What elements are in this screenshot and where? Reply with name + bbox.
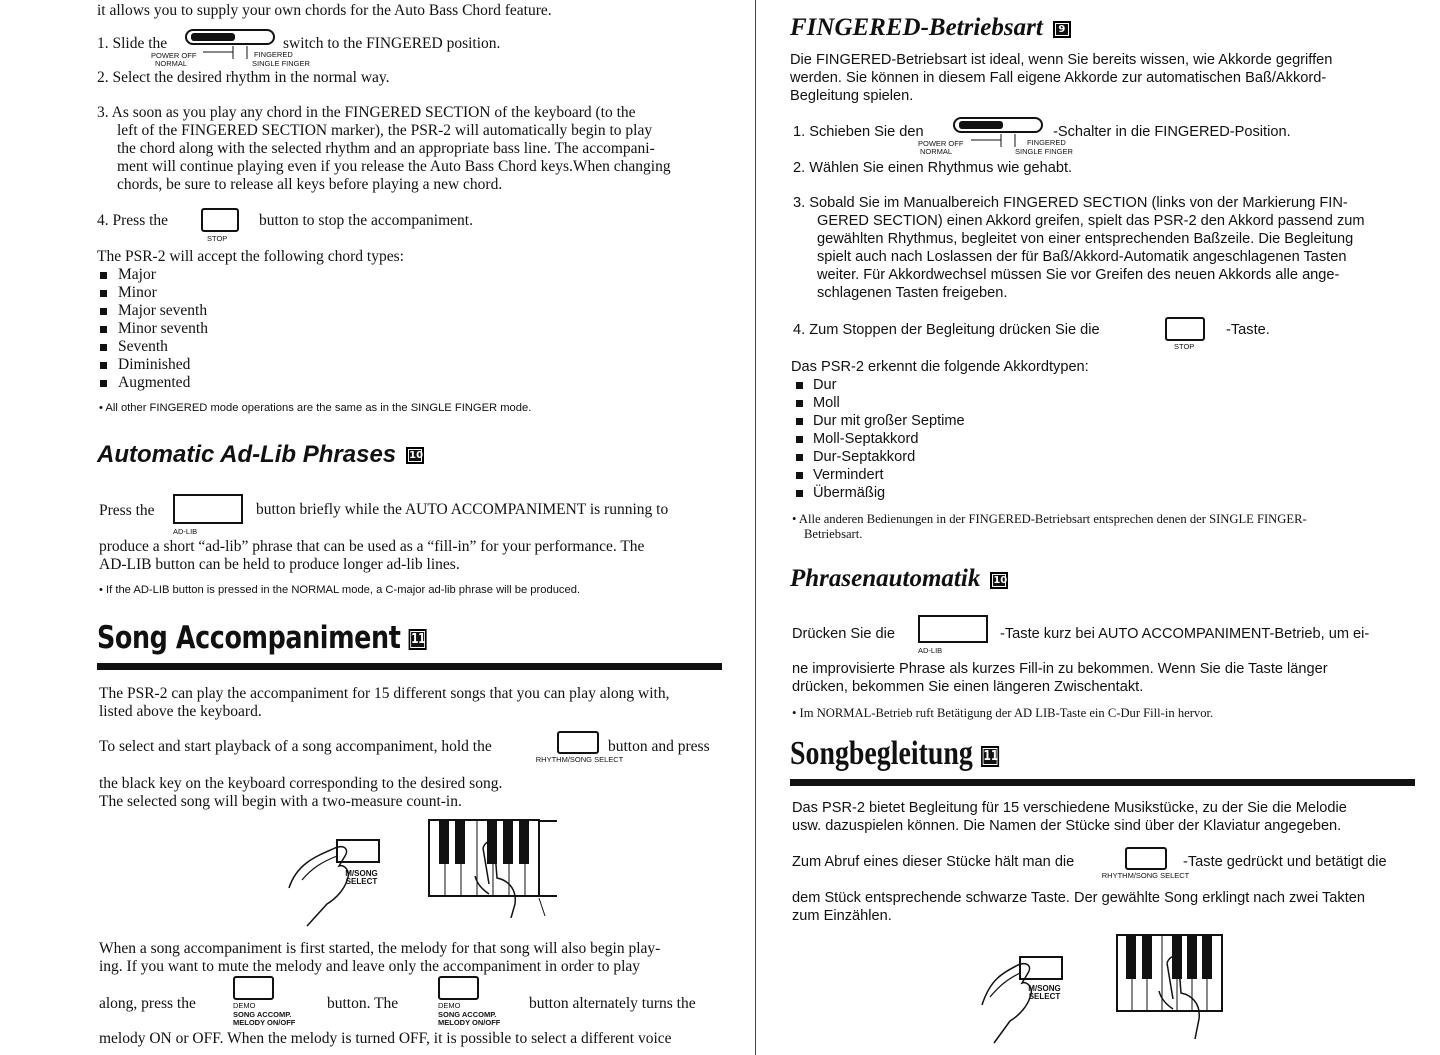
song-select-prefix: To select and start playback of a song accompaniment, hold the (99, 738, 492, 755)
section-rule (790, 779, 1415, 786)
step-1-prefix: 1. Slide the (97, 35, 168, 52)
intro-text: it allows you to supply your own chords for the Auto Bass Chord feature. (97, 2, 552, 19)
adlib-button-icon (918, 615, 988, 643)
step-3-line-2: left of the FINGERED SECTION marker), the PSR-2 will automatically begin to play (117, 122, 653, 139)
fingered-heading (790, 14, 1071, 42)
song-p2-line-1: dem Stück entsprechende schwarze Taste. Der gewählte Song erklingt nach zwei Takten (792, 890, 1365, 906)
fingered-heading-text: FINGERED-Betriebsart (790, 14, 1043, 41)
chord-item: Moll-Septakkord (813, 431, 919, 447)
step-2: 2. Select the desired rhythm in the normal way. (97, 69, 390, 86)
section-badge: 11 (981, 746, 999, 767)
chord-item: Vermindert (813, 467, 884, 483)
chord-item: Seventh (118, 338, 168, 355)
bullet-icon (796, 490, 803, 497)
step-1-suffix: switch to the FINGERED position. (283, 35, 501, 52)
adlib-line-1: produce a short “ad-lib” phrase that can be used as a “fill-in” for your performance. The (99, 538, 645, 555)
adlib-heading (97, 441, 424, 469)
song-p3-line-1: When a song accompaniment is first started, the melody for that song will also begin play- (99, 940, 661, 957)
adlib-label: AD-LIB (918, 646, 943, 655)
song-select-suffix: -Taste gedrückt und betätigt die (1183, 854, 1387, 870)
adlib-heading (790, 565, 1008, 593)
bullet-icon (796, 382, 803, 389)
song-accomp-label: SONG ACCOMP. (233, 1010, 292, 1019)
stop-label: STOP (1174, 342, 1195, 351)
intro-line-1: Die FINGERED-Betriebsart ist ideal, wenn Sie bereits wissen, wie Akkorde gegriffen (790, 52, 1333, 68)
section-badge: 9 (1053, 21, 1071, 38)
adlib-heading-text: Phrasenautomatik (790, 565, 981, 592)
song-p2-line-2: The selected song will begin with a two-measure count-in. (99, 793, 462, 810)
step-4-suffix: button to stop the accompaniment. (259, 212, 473, 229)
adlib-suffix: button briefly while the AUTO ACCOMPANIMENT is running to (256, 501, 669, 518)
step-4-prefix: 4. Press the (97, 212, 169, 229)
bullet-icon (100, 272, 107, 279)
song-p1-line-1: Das PSR-2 bietet Begleitung für 15 verschiedene Musikstücke, zu der Sie die Melodie (792, 800, 1347, 816)
bullet-icon (796, 436, 803, 443)
bullet-icon (100, 308, 107, 315)
step-4-suffix: -Taste. (1226, 322, 1270, 338)
rhythm-song-label: RHYTHM/SONG SELECT (535, 755, 624, 764)
bullet-icon (100, 380, 107, 387)
step-3-line-2: GERED SECTION) einen Akkord greifen, spielt das PSR-2 den Akkord passend zum (817, 213, 1365, 229)
demo-label: DEMO (233, 1001, 256, 1010)
intro-line-3: Begleitung spielen. (790, 88, 914, 104)
chord-item: Augmented (118, 374, 191, 391)
bullet-icon (100, 290, 107, 297)
along-middle: button. The (327, 995, 399, 1012)
demo-button-icon (233, 976, 274, 1000)
adlib-line-2: drücken, bekommen Sie einen längeren Zwischentakt. (792, 679, 1144, 695)
chord-item: Minor seventh (118, 320, 208, 337)
section-rule (97, 663, 722, 670)
song-p2-line-1: the black key on the keyboard corresponding to the desired song. (99, 775, 503, 792)
section-badge: 11 (409, 629, 427, 650)
demo-button-icon-2 (438, 976, 479, 1000)
song-p1-line-2: listed above the keyboard. (99, 703, 262, 720)
switch-fingered-label: FINGERED (254, 50, 293, 59)
step-3-line-4: spielt auch nach Loslassen der für Baß/Akkord-Automatik angeschlagenen Tasten (817, 249, 1347, 265)
section-badge: 10 (990, 572, 1008, 589)
switch-single-label: SINGLE FINGER (1015, 147, 1073, 156)
along-suffix: button alternately turns the (529, 995, 696, 1012)
keyboard-icon (427, 818, 567, 918)
demo-label-2: DEMO (438, 1001, 461, 1010)
adlib-line-2: AD-LIB button can be held to produce longer ad-lib lines. (99, 556, 460, 573)
chord-item: Diminished (118, 356, 191, 373)
adlib-prefix: Drücken Sie die (792, 626, 896, 642)
bullet-icon (100, 344, 107, 351)
song-p1-line-2: usw. dazuspielen können. Die Namen der Stücke sind über der Klaviatur angegeben. (792, 818, 1342, 834)
switch-power-label: POWER OFF (918, 139, 964, 148)
adlib-prefix: Press the (99, 502, 155, 519)
song-heading (97, 620, 427, 656)
bullet-icon (796, 400, 803, 407)
column-divider (755, 0, 756, 1055)
adlib-note: • Im NORMAL-Betrieb ruft Betätigung der AD LIB-Taste ein C-Dur Fill-in hervor. (792, 706, 1214, 720)
bullet-icon (796, 472, 803, 479)
chord-note-line-2: Betriebsart. (804, 527, 863, 541)
rhythm-song-button-icon (557, 731, 599, 754)
step-1-prefix: 1. Schieben Sie den (793, 124, 924, 140)
step-3-line-1: 3. Sobald Sie im Manualbereich FINGERED SECTION (links von der Markierung FIN- (793, 195, 1348, 211)
bullet-icon (100, 326, 107, 333)
chord-note: • All other FINGERED mode operations are the same as in the SINGLE FINGER mode. (99, 402, 532, 414)
step-2: 2. Wählen Sie einen Rhythmus wie gehabt. (793, 160, 1073, 176)
step-3-line-3: gewählten Rhythmus, begleitet von einer entsprechenden Baßzeile. Die Begleitung (817, 231, 1354, 247)
adlib-note: • If the AD-LIB button is pressed in the NORMAL mode, a C-major ad-lib phrase will be produced. (99, 584, 581, 596)
step-3-line-6: schlagenen Tasten freigeben. (817, 285, 1008, 301)
step-3-line-5: weiter. Für Akkordwechsel müssen Sie vor Greifen des neuen Akkords alle ange- (817, 267, 1340, 283)
chord-item: Dur (813, 377, 837, 393)
song-p3-line-2: ing. If you want to mute the melody and leave only the accompaniment in order to play (99, 958, 641, 975)
switch-single-label: SINGLE FINGER (252, 59, 310, 68)
chord-intro: Das PSR-2 erkennt die folgende Akkordtypen: (791, 359, 1089, 375)
adlib-button-icon (173, 494, 243, 524)
chord-item: Minor (118, 284, 157, 301)
section-badge: 10 (406, 447, 424, 464)
step-3-line-1: 3. As soon as you play any chord in the FINGERED SECTION of the keyboard (to the (97, 104, 636, 121)
step-1-suffix: -Schalter in die FINGERED-Position. (1053, 124, 1291, 140)
along-prefix: along, press the (99, 995, 196, 1012)
chord-item: Moll (813, 395, 840, 411)
switch-fingered-label: FINGERED (1027, 138, 1066, 147)
switch-normal-label: NORMAL (155, 59, 188, 68)
chord-item: Major (118, 266, 156, 283)
step-3-line-4: ment will continue playing even if you release the Auto Bass Chord keys.When changing (117, 158, 671, 175)
adlib-label: AD-LIB (173, 527, 198, 536)
illustration-label: M/SONG SELECT (1028, 984, 1061, 1001)
chord-item: Dur-Septakkord (813, 449, 916, 465)
keyboard-icon (1115, 933, 1245, 1043)
rhythm-song-button-icon (1125, 847, 1167, 870)
adlib-heading-text: Automatic Ad-Lib Phrases (97, 441, 397, 468)
song-heading (790, 735, 999, 773)
chord-item: Übermäßig (813, 485, 886, 501)
song-p1-line-1: The PSR-2 can play the accompaniment for 15 different songs that you can play along with, (99, 685, 670, 702)
song-select-suffix: button and press (608, 738, 710, 755)
chord-note-line-1: • Alle anderen Bedienungen in der FINGERED-Betriebsart entsprechen denen der SINGLE FINGER- (792, 512, 1307, 526)
step-3-line-5: chords, be sure to release all keys before playing a new chord. (117, 176, 503, 193)
intro-line-2: werden. Sie können in diesem Fall eigene Akkorde zur automatischen Baß/Akkord- (790, 70, 1327, 86)
bullet-icon (100, 362, 107, 369)
stop-label: STOP (207, 234, 228, 243)
stop-button-icon (201, 208, 239, 232)
chord-item: Dur mit großer Septime (813, 413, 965, 429)
song-last-line: melody ON or OFF. When the melody is turned OFF, it is possible to select a different voice (99, 1030, 672, 1047)
song-heading-text: Song Accompaniment (97, 620, 401, 656)
bullet-icon (796, 454, 803, 461)
adlib-suffix: -Taste kurz bei AUTO ACCOMPANIMENT-Betrieb, um ei- (1000, 626, 1370, 642)
melody-onoff-label: MELODY ON/OFF (233, 1018, 296, 1027)
stop-button-icon (1165, 317, 1205, 341)
song-select-prefix: Zum Abruf eines dieser Stücke hält man die (792, 854, 1075, 870)
switch-power-label: POWER OFF (151, 51, 197, 60)
switch-normal-label: NORMAL (920, 147, 953, 156)
bullet-icon (796, 418, 803, 425)
melody-onoff-label-2: MELODY ON/OFF (438, 1018, 501, 1027)
song-heading-text: Songbegleitung (790, 735, 973, 772)
chord-intro: The PSR-2 will accept the following chord types: (97, 248, 404, 265)
adlib-line-1: ne improvisierte Phrase als kurzes Fill-in zu bekommen. Wenn Sie die Taste länger (792, 661, 1328, 677)
song-p2-line-2: zum Einzählen. (792, 908, 892, 924)
step-4-prefix: 4. Zum Stoppen der Begleitung drücken Sie die (793, 322, 1100, 338)
illustration-label: M/SONG SELECT (345, 869, 378, 886)
step-3-line-3: the chord along with the selected rhythm and an appropriate bass line. The accompani- (117, 140, 655, 157)
rhythm-song-label: RHYTHM/SONG SELECT (1101, 871, 1190, 880)
chord-item: Major seventh (118, 302, 208, 319)
song-accomp-label-2: SONG ACCOMP. (438, 1010, 497, 1019)
